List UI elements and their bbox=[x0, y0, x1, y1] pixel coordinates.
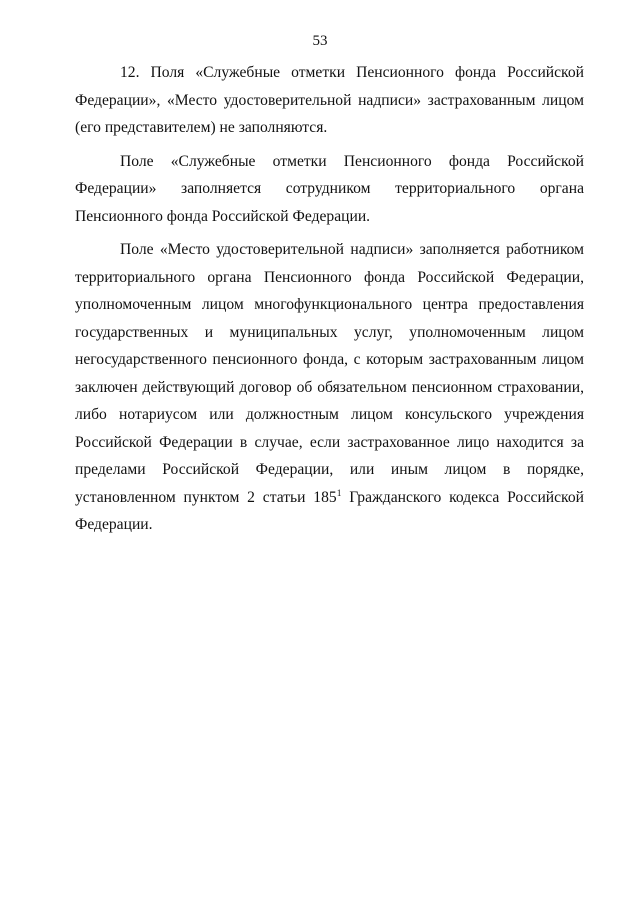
paragraph-text-after-footnote: Гражданского кодекса Российской Федерации. bbox=[75, 488, 584, 533]
document-body bbox=[75, 59, 584, 545]
page-number: 53 bbox=[312, 33, 328, 49]
article-superscript: 1 bbox=[336, 488, 342, 499]
paragraph-certification-field bbox=[75, 236, 584, 539]
paragraph-service-marks-field: Поле «Служебные отметки Пенсионного фонда Российской Федерации» заполняется сотрудником территориального органа Пенсионного фонда Российской Федерации. bbox=[75, 152, 584, 225]
paragraph-text-before-footnote: Поле «Место удостоверительной надписи» заполняется работником территориального органа Пенсионного фонда Российской Федерации, уполномоченным лицом многофункционального центра предоставления государственных и муниципальных услуг, уполномоченным лицом негосударственного пенсионного фонда, с которым застрахованным лицом заключен действующий договор об обязательном пенсионном страховании, либо нотариусом или должностным лицом консульского учреждения Российской Федерации в случае, если застрахованное лицо находится за пределами Российской Федерации, или иным лицом в порядке, установленном пунктом 2 статьи 185 bbox=[75, 241, 584, 506]
paragraph-12-fields-not-filled: 12. Поля «Служебные отметки Пенсионного фонда Российской Федерации», «Место удостоверительной надписи» застрахованным лицом (его представителем) не заполняются. bbox=[75, 64, 584, 136]
